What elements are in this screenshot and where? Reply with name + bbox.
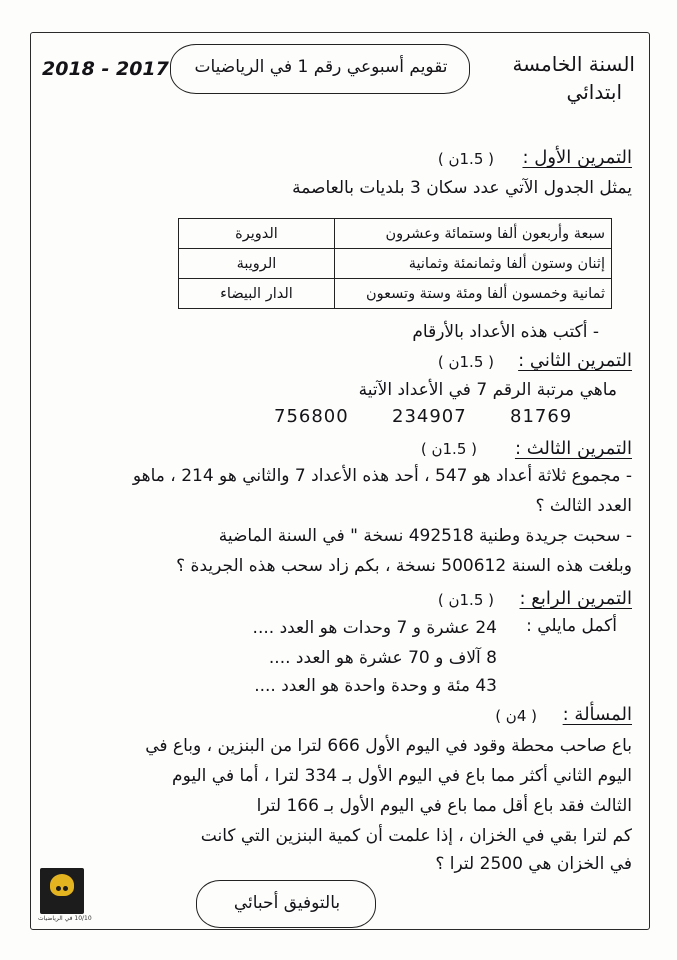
completion-item: 24 عشرة و 7 وحدات هو العدد .... — [252, 618, 497, 638]
completion-item: 43 مئة و وحدة واحدة هو العدد .... — [254, 676, 497, 696]
exercise-2-question: ماهي مرتبة الرقم 7 في الأعداد الآتية — [358, 380, 617, 400]
exercise-3-line: وبلغت هذه السنة 500612 نسخة ، بكم زاد سحب هذه الجريدة ؟ — [176, 556, 632, 576]
number-item: 81769 — [510, 406, 573, 427]
exercise-1-task: - أكتب هذه الأعداد بالأرقام — [412, 322, 599, 342]
exercise-3-line: - سحبت جريدة وطنية 492518 نسخة " في السنة الماضية — [218, 526, 632, 546]
problem-points: ( 4ن ) — [495, 707, 537, 725]
exercise-1-heading: التمرين الأول : — [522, 147, 632, 168]
completion-item: 8 آلاف و 70 عشرة هو العدد .... — [268, 648, 497, 668]
municipality-name: الرويبة — [179, 249, 335, 279]
problem-line: الثالث فقد باع أقل مما باع في اليوم الأول بـ 166 لترا — [256, 796, 632, 816]
logo-caption: 10/10 في الرياضيات — [38, 915, 92, 922]
problem-heading: المسألة : — [562, 704, 632, 725]
table-row — [179, 249, 612, 279]
channel-logo — [40, 868, 84, 914]
exercise-3-line: العدد الثالث ؟ — [535, 496, 632, 516]
population-table — [178, 218, 612, 309]
population-words: ثمانية وخمسون ألفا ومئة وستة وتسعون — [334, 279, 611, 309]
mascot-icon — [50, 874, 74, 896]
good-luck-message: بالتوفيق أحبائي — [233, 893, 341, 913]
exercise-4-task: أكمل مايلي : — [526, 616, 617, 636]
exercise-1-intro: يمثل الجدول الآتي عدد سكان 3 بلديات بالعاصمة — [292, 178, 632, 198]
table-row — [179, 219, 612, 249]
problem-line: باع صاحب محطة وقود في اليوم الأول 666 لترا من البنزين ، وباع في — [145, 736, 632, 756]
worksheet-title: تقويم أسبوعي رقم 1 في الرياضيات — [194, 57, 448, 77]
exercise-1-points: ( 1.5ن ) — [437, 150, 494, 168]
exercise-4-heading: التمرين الرابع : — [519, 588, 632, 609]
grade-level: السنة الخامسة — [512, 52, 635, 76]
number-item: 234907 — [392, 406, 467, 427]
number-item: 756800 — [274, 406, 349, 427]
exercise-2-heading: التمرين الثاني : — [518, 350, 632, 371]
problem-line: اليوم الثاني أكثر مما باع في اليوم الأول بـ 334 لترا ، أما في اليوم — [172, 766, 632, 786]
exercise-4-points: ( 1.5ن ) — [437, 591, 494, 609]
population-words: إثنان وستون ألفا وثمانمئة وثمانية — [334, 249, 611, 279]
problem-line: في الخزان هي 2500 لترا ؟ — [435, 854, 632, 874]
school-year: 2018 - 2017 — [42, 58, 169, 80]
exercise-3-line: - مجموع ثلاثة أعداد هو 547 ، أحد هذه الأعداد 7 والثاني هو 214 ، ماهو — [132, 466, 632, 486]
table-row — [179, 279, 612, 309]
exercise-2-points: ( 1.5ن ) — [437, 353, 494, 371]
problem-line: كم لترا بقي في الخزان ، إذا علمت أن كمية البنزين التي كانت — [200, 826, 632, 846]
population-words: سبعة وأربعون ألفا وستمائة وعشرون — [334, 219, 611, 249]
exercise-3-points: ( 1.5ن ) — [420, 440, 477, 458]
grade-stage: ابتدائي — [566, 80, 622, 104]
title-box — [170, 44, 470, 94]
municipality-name: الدويرة — [179, 219, 335, 249]
exercise-3-heading: التمرين الثالث : — [514, 438, 632, 459]
municipality-name: الدار البيضاء — [179, 279, 335, 309]
footer-box — [196, 880, 376, 928]
